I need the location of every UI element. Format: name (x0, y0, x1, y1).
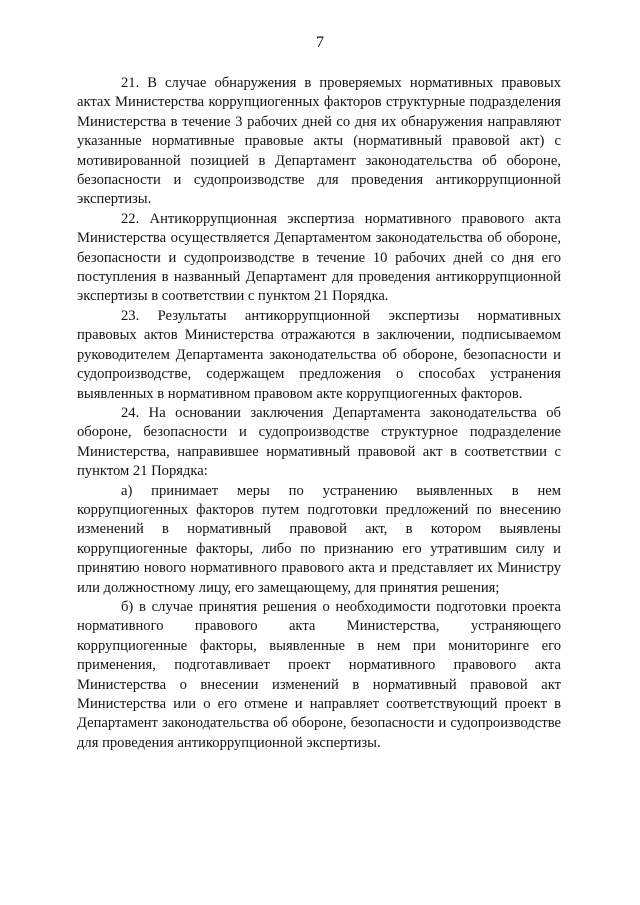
paragraph-23: 23. Результаты антикоррупционной экспертизы нормативных правовых актов Министерства отражаются в заключении, подписываемом руководителем Департамента законодательства об обороне, безопасности и судопроизводстве, содержащем предложения о способах устранения выявленных в нормативном правовом акте коррупциогенных факторов. (77, 307, 561, 402)
document-body (77, 74, 561, 753)
paragraph-24: 24. На основании заключения Департамента законодательства об обороне, безопасности и судопроизводстве структурное подразделение Министерства, направившее нормативный правовой акт в соответствии с пунктом 21 Порядка: (77, 404, 561, 480)
paragraph-24-b: б) в случае принятия решения о необходимости подготовки проекта нормативного правового акта Министерства, устраняющего коррупциогенные факторы, выявленные в нем при мониторинге его применения, подготавливает проект нормативного правового акта Министерства о внесении изменений в нормативный правовой акт Министерства или о его отмене и направляет соответствующий проект в Департамент законодательства об обороне, безопасности и судопроизводстве для проведения антикоррупционной экспертизы. (77, 598, 561, 751)
paragraph-24-a: а) принимает меры по устранению выявленных в нем коррупциогенных факторов путем подготовки предложений по внесению изменений в нормативный правовой акт, в котором выявлены коррупциогенные факторы, либо по признанию его утратившим силу и принятию нового нормативного правового акта и представляет их Министру или должностному лицу, его замещающему, для принятия решения; (77, 482, 561, 596)
paragraph-21: 21. В случае обнаружения в проверяемых нормативных правовых актах Министерства коррупциогенных факторов структурные подразделения Министерства в течение 3 рабочих дней со дня их обнаружения направляют указанные нормативные правовые акты (нормативный правовой акт) с мотивированной позицией в Департамент законодательства об обороне, безопасности и судопроизводстве для проведения антикоррупционной экспертизы. (77, 75, 561, 208)
paragraph-22: 22. Антикоррупционная экспертиза нормативного правового акта Министерства осуществляется Департаментом законодательства об обороне, безопасности и судопроизводстве в течение 10 рабочих дней со дня его поступления в названный Департамент для проведения антикоррупционной экспертизы в соответствии с пунктом 21 Порядка. (77, 210, 561, 305)
page-number: 7 (316, 34, 324, 51)
